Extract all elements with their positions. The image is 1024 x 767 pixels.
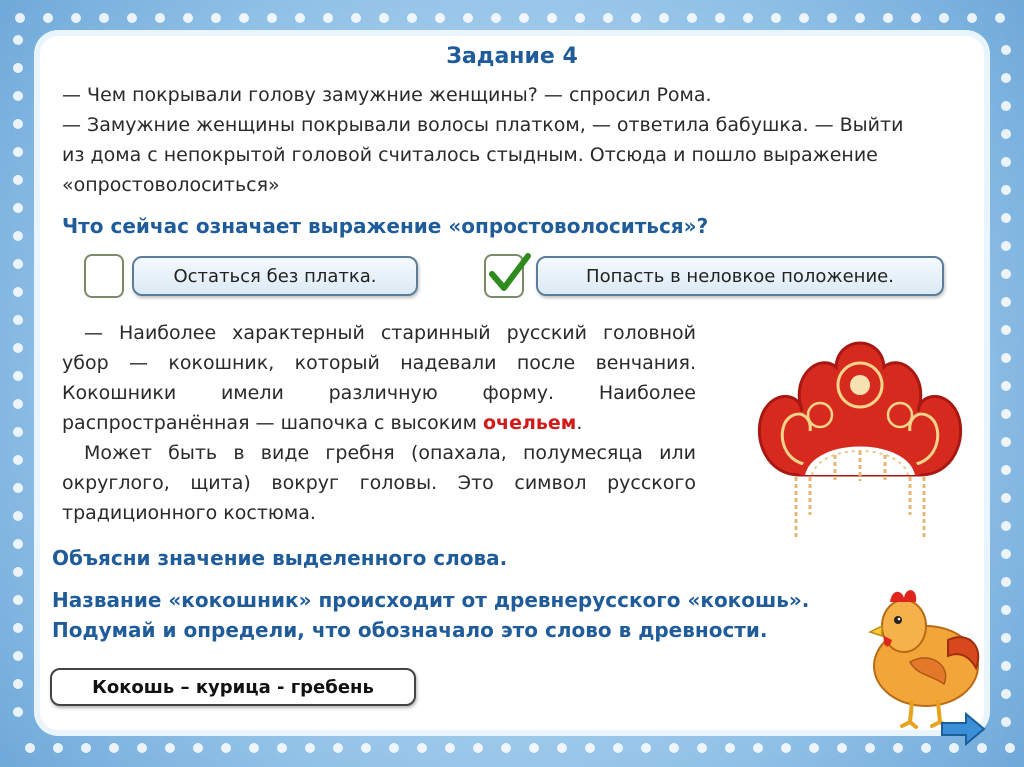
checkmark-icon [488, 250, 532, 294]
description-paragraph-1 [62, 318, 696, 438]
question-origin-line-2: Подумай и определи, что обозначало это слово в древности. [52, 618, 768, 642]
answer-text: Кокошь – курица - гребень [92, 676, 374, 698]
option-2-checkbox[interactable] [484, 254, 524, 298]
description-paragraph-2: Может быть в виде гребня (опахала, полумесяца или округлого, щита) вокруг головы. Это символ русского традиционного костюма. [62, 442, 696, 524]
option-1-label: Остаться без платка. [173, 265, 377, 287]
hen-image [860, 570, 990, 730]
description-text: — Наиболее характерный старинный русский головной убор — кокошник, который надевали после венчания. Кокошники имели различную форму. Наиболее распространённая — шапочка с высоким [62, 322, 696, 434]
question-explain-word: Объясни значение выделенного слова. [52, 546, 508, 570]
kokoshnik-image [740, 315, 980, 540]
option-2-label: Попасть в неловкое положение. [586, 265, 894, 287]
dialog-line-1: — Чем покрывали голову замужние женщины? — спросил Рома. [62, 84, 712, 106]
option-1-button[interactable] [132, 256, 418, 296]
dialog-line-4: «опростоволоситься» [62, 174, 280, 196]
question-origin-line-1: Название «кокошник» происходит от древнерусского «кокошь». [52, 588, 810, 612]
dialog-text [62, 80, 982, 200]
answer-box [50, 668, 416, 706]
dialog-line-3: из дома с непокрытой головой считалось стыдным. Отсюда и пошло выражение [62, 144, 878, 166]
kokoshnik-description [62, 318, 696, 528]
page-title: Задание 4 [446, 44, 578, 69]
question-meaning: Что сейчас означает выражение «опростоволоситься»? [62, 214, 709, 238]
option-1-checkbox[interactable] [84, 254, 124, 298]
next-arrow-icon[interactable] [940, 712, 986, 746]
highlighted-word: очельем [483, 412, 577, 434]
description-period: . [576, 412, 583, 434]
option-2-button[interactable] [536, 256, 944, 296]
dialog-line-2: — Замужние женщины покрывали волосы платком, — ответила бабушка. — Выйти [62, 114, 904, 136]
